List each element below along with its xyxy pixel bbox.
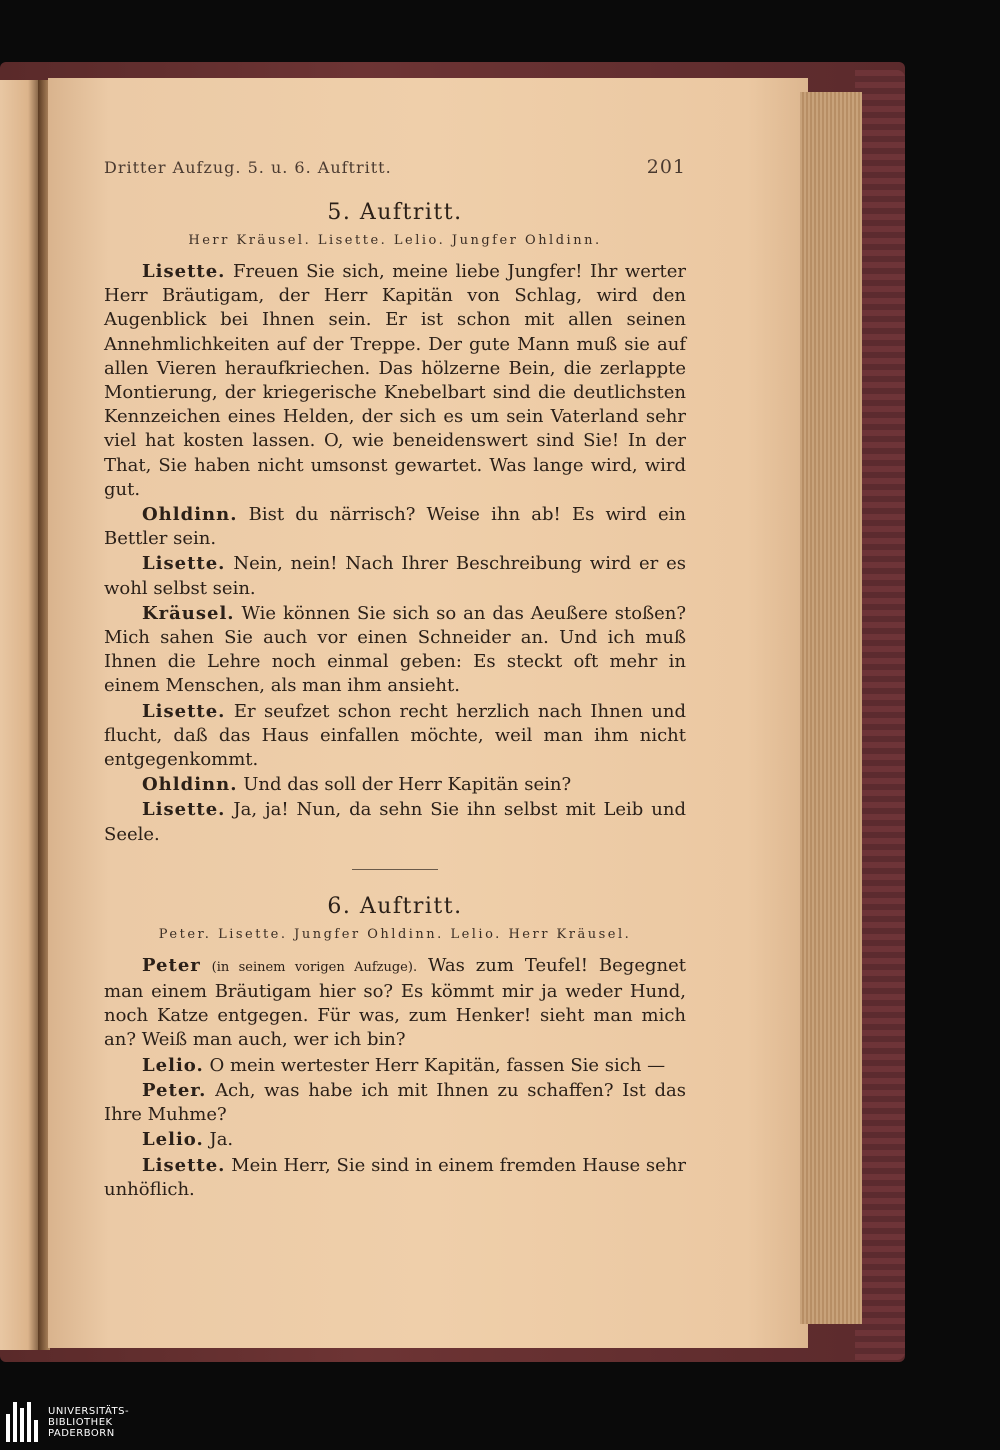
speech: [104, 1154, 686, 1202]
speech: [104, 1128, 686, 1152]
speech-text: Nein, nein! Nach Ihrer Beschreibung wird er es wohl selbst sein.: [104, 553, 686, 599]
cover-spine-edge: [855, 70, 905, 1360]
speech-text: Freuen Sie sich, meine liebe Jungfer! Ihr werter Herr Bräutigam, der Herr Kapitän von Schlag, wird den Augenblick bei Ihnen sein. Er ist schon mit allen seinen Annehmlichkeiten auf der Treppe. Der gute Mann muß sie auf allen Vieren heraufkriechen. Das hölzerne Bein, die zerlappte Montierung, der kriegerische Knebelbart sind die deutlichsten Kennzeichen eines Helden, der sich es um sein Vaterland sehr viel hat kosten lassen. O, wie beneidenswert sind Sie! In der That, Sie haben nicht umsonst gewartet. Was lange wird, wird gut.: [104, 261, 686, 500]
speech: [104, 602, 686, 699]
speaker-name: Ohldinn.: [142, 504, 238, 526]
speech-text: Ja.: [209, 1129, 234, 1151]
speaker-name: Lisette.: [142, 799, 226, 821]
stage-direction: (in seinem vorigen Aufzuge).: [211, 959, 418, 975]
page-stack-edges: [800, 92, 862, 1324]
running-header: [104, 156, 686, 178]
speech-text: Er seufzet schon recht herzlich nach Ihnen und flucht, daß das Haus einfallen möchte, weil man ihm nicht entgegenkommt.: [104, 700, 686, 771]
speaker-name: Lisette.: [142, 553, 226, 575]
scene-title: 5. Auftritt.: [327, 200, 463, 225]
speaker-name: Lisette.: [142, 261, 226, 282]
speaker-name: Lisette.: [142, 1154, 226, 1176]
speaker-name: Lisette.: [142, 700, 226, 722]
speech: [104, 700, 686, 773]
speaker-name: Lelio.: [142, 1129, 204, 1151]
library-logo-text: [48, 1406, 129, 1439]
speech: [104, 773, 686, 797]
cast-list: Peter. Lisette. Jungfer Ohldinn. Lelio. Herr Kräusel.: [158, 926, 632, 942]
library-logo: [6, 1402, 129, 1442]
speech: [104, 798, 686, 846]
running-title: Dritter Aufzug. 5. u. 6. Auftritt.: [104, 158, 392, 177]
logo-line: BIBLIOTHEK: [48, 1416, 113, 1428]
speech-text: Ach, was habe ich mit Ihnen zu schaffen? Ist das Ihre Muhme?: [104, 1079, 686, 1126]
page-number: 201: [646, 156, 686, 178]
speech-text: Ja, ja! Nun, da sehn Sie ihn selbst mit Leib und Seele.: [104, 799, 686, 845]
scene-divider: [352, 869, 438, 870]
speaker-name: Peter: [142, 954, 201, 976]
speech: [104, 503, 686, 551]
speech-text: O mein wertester Herr Kapitän, fassen Sie sich —: [209, 1054, 666, 1076]
speech-text: Mein Herr, Sie sind in einem fremden Hause sehr unhöflich.: [104, 1154, 686, 1200]
speaker-name: Kräusel.: [142, 602, 235, 624]
speech: [104, 1079, 686, 1127]
page-text: [104, 150, 686, 1203]
scene-title: 6. Auftritt.: [327, 893, 463, 919]
speaker-name: Peter.: [142, 1079, 207, 1101]
speech: [104, 954, 686, 1053]
left-page-edge: [0, 80, 40, 1350]
speaker-name: Lelio.: [142, 1054, 204, 1076]
speech: [104, 260, 686, 502]
speech: [104, 1054, 686, 1078]
cast-list: Herr Kräusel. Lisette. Lelio. Jungfer Ohldinn.: [188, 233, 602, 248]
speech-text: Bist du närrisch? Weise ihn ab! Es wird ein Bettler sein.: [104, 504, 686, 550]
library-logo-icon: [6, 1402, 38, 1442]
speech-text: Was zum Teufel! Begegnet man einem Bräutigam hier so? Es kömmt mir ja weder Hund, noch Katze entgegen. Für was, zum Henker! sieht man mich an? Weiß man auch, wer ich bin?: [104, 954, 686, 1051]
speech: [104, 552, 686, 600]
logo-line: UNIVERSITÄTS-: [48, 1405, 130, 1417]
logo-line: PADERBORN: [48, 1427, 115, 1439]
speaker-name: Ohldinn.: [142, 774, 238, 796]
speech-text: Und das soll der Herr Kapitän sein?: [243, 774, 572, 796]
speech-text: Wie können Sie sich so an das Aeußere stoßen? Mich sahen Sie auch vor einen Schneider an. Und ich muß Ihnen die Lehre noch einmal geben: Es steckt oft mehr in einem Menschen, als man ihm ansieht.: [104, 602, 686, 697]
